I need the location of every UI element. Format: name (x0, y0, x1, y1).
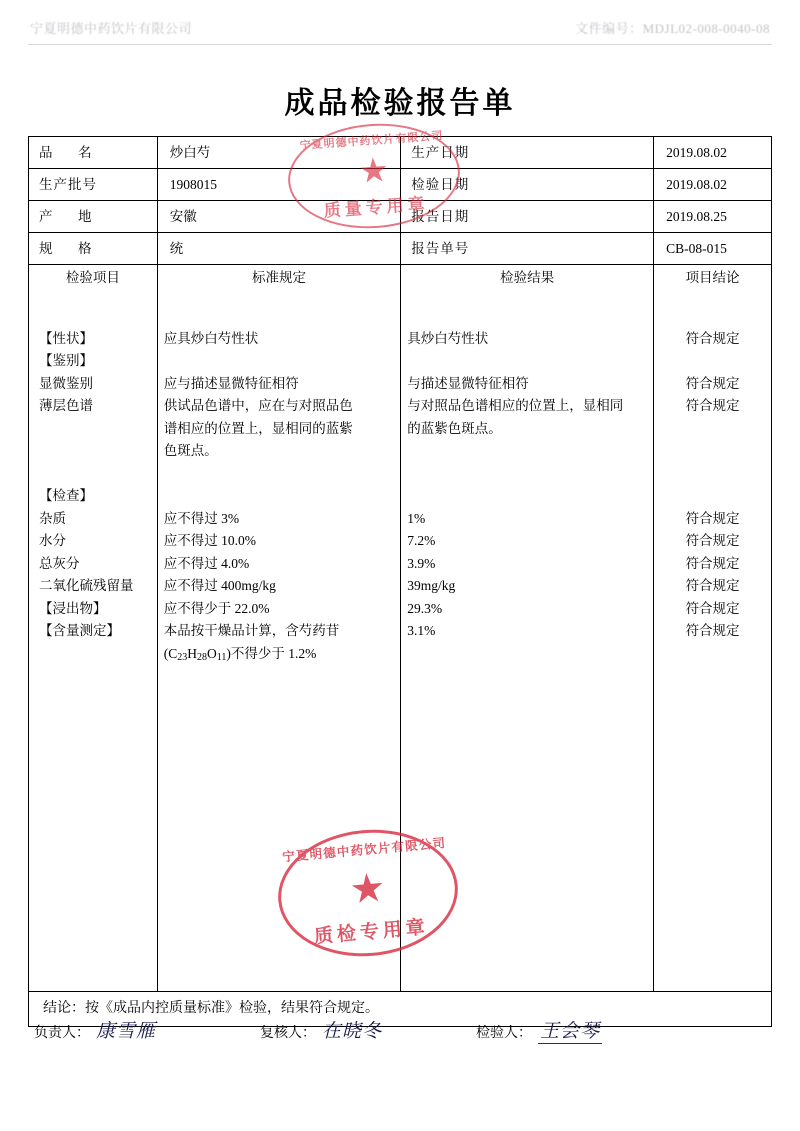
conclusion-line: 符合规定 (685, 533, 740, 548)
header-divider (28, 44, 772, 45)
page-title: 成品检验报告单 (284, 87, 516, 120)
conclusion-line: 符合规定 (685, 375, 740, 391)
results-list (401, 291, 653, 643)
label-inspection-date: 检验日期 (401, 169, 654, 201)
list-item: 总灰分 (39, 555, 80, 571)
standard-line: 应与描述显微特征相符 (163, 375, 299, 391)
label-report-number: 报告单号 (401, 233, 654, 265)
items-spacer (39, 440, 151, 463)
result-line: 39mg/kg (407, 578, 456, 593)
value-origin: 安徽 (157, 201, 400, 233)
conclusions-spacer (660, 485, 765, 508)
column-header-standard: 标准规定 (157, 265, 400, 292)
reviewer-signature (260, 1016, 382, 1043)
standards-list (158, 291, 400, 669)
standard-line: 应不得少于 22.0% (163, 600, 270, 616)
label-product-name: 品 名 (29, 137, 158, 169)
list-item: 薄层色谱 (39, 398, 93, 413)
standards-spacer (164, 305, 394, 328)
conclusion-line: 符合规定 (685, 398, 740, 413)
value-report-date: 2019.08.25 (654, 201, 772, 233)
result-line: 与对照品色谱相应的位置上，显相同 (407, 398, 624, 413)
results-spacer (407, 440, 647, 463)
result-line: 的蓝紫色斑点。 (407, 420, 502, 436)
conclusion-line: 符合规定 (685, 578, 740, 593)
label-batch-number: 生产批号 (29, 169, 158, 201)
info-row-spec (29, 233, 772, 265)
inspector-label: 检验人： (476, 1026, 532, 1041)
info-row-batch (29, 169, 772, 201)
conclusion-line: 符合规定 (685, 623, 740, 638)
inspector-signature (476, 1016, 602, 1043)
result-line: 3.1% (407, 623, 436, 638)
value-specification: 统 (157, 233, 400, 265)
standard-line: 应不得过 3% (163, 510, 240, 526)
conclusions-spacer (660, 463, 765, 486)
list-item: 【鉴别】 (39, 353, 93, 368)
star-icon: ★ (357, 151, 391, 191)
conclusions-spacer (660, 350, 765, 373)
list-item: 【检查】 (39, 488, 93, 503)
result-line: 7.2% (407, 533, 436, 548)
document-header (30, 18, 770, 38)
items-list (29, 291, 157, 643)
star-icon: ★ (347, 864, 388, 913)
conclusions-list (654, 291, 771, 643)
value-batch-number: 1908015 (157, 169, 400, 201)
owner-name: 康雪雁 (96, 1021, 157, 1042)
conclusion-line: 符合规定 (685, 330, 740, 346)
standard-line: 应不得过 10.0% (163, 533, 256, 548)
results-spacer (407, 485, 647, 508)
conclusions-spacer (660, 305, 765, 328)
result-line: 具炒白芍性状 (407, 330, 489, 346)
items-spacer (39, 418, 151, 441)
items-spacer (39, 305, 151, 328)
standard-line: 应不得过 400mg/kg (163, 578, 276, 593)
info-row-origin (29, 201, 772, 233)
result-line: 1% (407, 510, 426, 526)
final-conclusion-text: 结论：按《成品内控质量标准》检验，结果符合规定。 (29, 992, 772, 1027)
conclusion-line: 符合规定 (685, 555, 740, 571)
value-product-name: 炒白芍 (157, 137, 400, 169)
list-item: 显微鉴别 (39, 375, 93, 391)
value-inspection-date: 2019.08.02 (654, 169, 772, 201)
standard-line: 应具炒白芍性状 (163, 330, 259, 346)
list-item: 【含量测定】 (39, 623, 120, 638)
company-name-header: 宁夏明德中药饮片有限公司 (30, 21, 193, 36)
list-item: 水分 (39, 533, 66, 548)
label-specification: 规 格 (29, 233, 158, 265)
reviewer-name: 在晓冬 (322, 1021, 383, 1042)
standard-line: 谱相应的位置上，显相同的蓝紫 (163, 420, 353, 436)
cell-results (401, 291, 654, 992)
info-row-product (29, 137, 772, 169)
list-item: 二氧化硫残留量 (39, 578, 134, 593)
result-line: 与描述显微特征相符 (407, 375, 529, 391)
label-report-date: 报告日期 (401, 201, 654, 233)
results-spacer (407, 463, 647, 486)
inspector-name: 王会琴 (540, 1021, 601, 1042)
column-header-item: 检验项目 (29, 265, 158, 292)
stamp-bottom-text: 质检专用章 (313, 916, 430, 948)
conclusions-spacer (660, 440, 765, 463)
conclusion-line: 符合规定 (685, 510, 740, 526)
table-column-headers (29, 265, 772, 292)
list-item: 【浸出物】 (39, 600, 107, 616)
cell-standards (157, 291, 400, 992)
value-production-date: 2019.08.02 (654, 137, 772, 169)
owner-signature (34, 1016, 156, 1043)
cell-items (29, 291, 158, 992)
results-spacer (407, 305, 647, 328)
result-line: 29.3% (407, 600, 443, 616)
report-table (28, 136, 772, 1027)
label-origin: 产 地 (29, 201, 158, 233)
standard-line: 本品按干燥品计算，含芍药苷 (163, 623, 340, 638)
standard-line-formula: $(C_{23}H_{28}O_{11})$不得少于 1.2% (163, 645, 317, 663)
column-header-result: 检验结果 (401, 265, 654, 292)
table-body-row (29, 291, 772, 992)
standards-spacer (164, 463, 394, 486)
owner-label: 负责人： (34, 1026, 90, 1041)
cell-conclusions (654, 291, 772, 992)
label-production-date: 生产日期 (401, 137, 654, 169)
results-spacer (407, 350, 647, 373)
conclusions-spacer (660, 418, 765, 441)
value-report-number: CB-08-015 (654, 233, 772, 265)
list-item: 杂质 (39, 510, 66, 526)
reviewer-label: 复核人： (260, 1026, 316, 1041)
standard-line: 供试品色谱中，应在与对照品色 (163, 398, 353, 413)
standard-line: 应不得过 4.0% (163, 555, 250, 571)
standard-line: 色斑点。 (163, 443, 218, 458)
standards-spacer (164, 350, 394, 373)
standards-spacer (164, 485, 394, 508)
signature-row (28, 1008, 772, 1052)
stamp-bottom-text: 质量专用章 (323, 194, 430, 221)
document-number-header: 文件编号：MDJL02-008-0040-08 (575, 21, 770, 36)
items-spacer (39, 463, 151, 486)
stamp-arc-text: 宁夏明德中药饮片有限公司 (281, 836, 447, 865)
list-item: 【性状】 (39, 330, 93, 346)
column-header-conclusion: 项目结论 (654, 265, 772, 292)
stamp-arc-text: 宁夏明德中药饮片有限公司 (299, 130, 444, 153)
result-line: 3.9% (407, 555, 436, 571)
conclusion-line: 符合规定 (685, 600, 740, 616)
